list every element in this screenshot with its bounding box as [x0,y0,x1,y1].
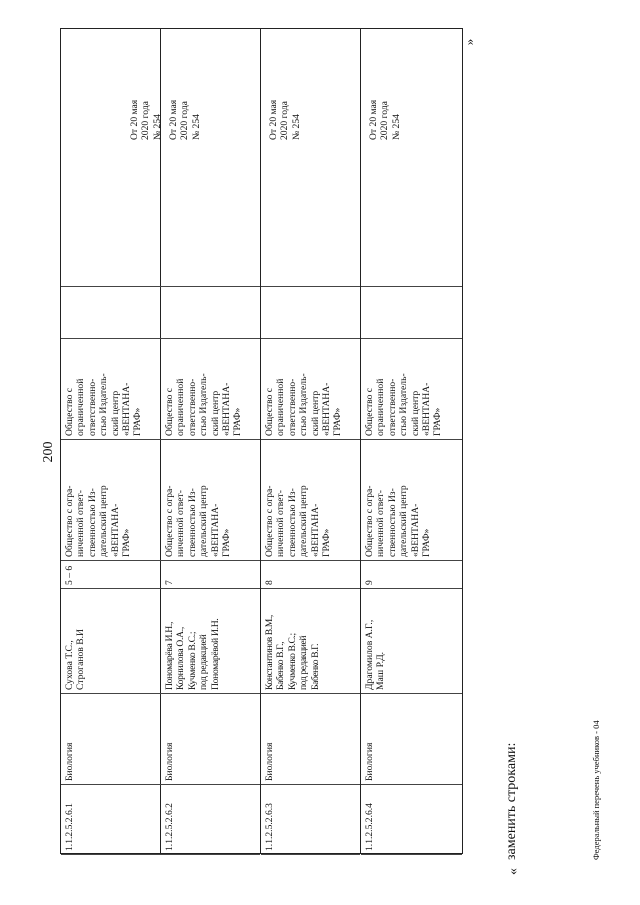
publisher-cell [261,440,360,561]
publisher-full-text: Общество с ограниченной ответственно- стью Издатель- ский центр «ВЕНТАНА- ГРАФ» [164,373,244,436]
footer-text: Федеральный перечень учебников - 04 [591,720,601,860]
publisher-full-text: Общество с ограниченной ответственно- стью Издатель- ский центр «ВЕНТАНА- ГРАФ» [64,373,144,436]
table-row [161,28,261,854]
opening-quote: « [506,868,521,875]
empty-cell [361,287,462,339]
grades-cell [161,561,260,589]
date-text: От 20 мая 2020 года № 254 [368,99,402,140]
publisher-text: Общество с огра- ниченной ответ- ственностью Из- дательский центр «ВЕНТАНА- ГРАФ» [264,485,333,557]
publisher-text: Общество с огра- ниченной ответ- ственностью Из- дательский центр «ВЕНТАНА- ГРАФ» [164,485,233,557]
table-row [361,28,463,854]
date-cell [161,29,260,144]
table-row [60,28,161,854]
empty-cell [61,144,161,287]
publisher-full-cell [261,339,360,440]
grades-cell [361,561,462,589]
subject-cell [61,694,161,785]
publisher-full-cell [61,339,161,440]
subject-text: Биология [264,742,275,781]
authors-text: Константинов В.М., Бабенко В.Г., Кучменко В.С.; под редакцией Бабенко В.Г. [264,615,321,690]
grades-text: 5 – 6 [64,565,75,585]
grades-text: 9 [364,580,375,585]
publisher-full-cell [361,339,462,440]
publisher-full-text: Общество с ограниченной ответственно- стью Издатель- ский центр «ВЕНТАНА- ГРАФ» [264,373,344,436]
publisher-text: Общество с огра- ниченной ответ- ственностью Из- дательский центр «ВЕНТАНА- ГРАФ» [64,485,133,557]
code-cell [261,785,360,855]
code-cell [161,785,260,855]
subject-cell [261,694,360,785]
table-row [261,28,361,854]
date-cell [261,29,360,144]
grades-text: 7 [164,580,175,585]
publisher-full-cell [161,339,260,440]
code-text: 1.1.2.5.2.6.2 [164,803,175,851]
replace-instruction: заменить строками: [504,742,519,860]
authors-text: Пономарёва И.Н., Корнилова О.А., Кучменко В.С.; под редакцией Пономарёвой И.Н. [164,618,221,690]
publisher-cell [61,440,161,561]
date-text: От 20 мая 2020 года № 254 [268,99,302,140]
publisher-cell [161,440,260,561]
empty-cell [361,144,462,287]
date-text: От 20 мая 2020 года № 254 [129,99,163,140]
empty-cell [161,144,260,287]
subject-text: Биология [64,742,75,781]
code-text: 1.1.2.5.2.6.4 [364,803,375,851]
authors-text: Драгомилов А.Г., Маш Р.Д. [364,619,387,690]
subject-text: Биология [364,742,375,781]
textbook-table [60,28,463,854]
publisher-text: Общество с огра- ниченной ответ- ственностью Из- дательский центр «ВЕНТАНА- ГРАФ» [364,485,433,557]
date-cell [61,29,161,144]
publisher-full-text: Общество с ограниченной ответственно- стью Издатель- ский центр «ВЕНТАНА- ГРАФ» [364,373,444,436]
empty-cell [261,287,360,339]
closing-quote: » [461,38,477,46]
grades-cell [261,561,360,589]
empty-cell [261,144,360,287]
code-text: 1.1.2.5.2.6.1 [64,803,75,851]
empty-cell [161,287,260,339]
grades-text: 8 [264,580,275,585]
authors-cell [161,589,260,694]
date-cell [361,29,462,144]
date-text: От 20 мая 2020 года № 254 [168,99,202,140]
authors-cell [61,589,161,694]
subject-text: Биология [164,742,175,781]
empty-cell [61,287,161,339]
authors-text: Сухова Т.С., Строганов В.И [64,629,87,690]
publisher-cell [361,440,462,561]
authors-cell [361,589,462,694]
code-cell [61,785,161,855]
subject-cell [161,694,260,785]
grades-cell [61,561,161,589]
code-cell [361,785,462,855]
page-number: 200 [41,441,56,463]
subject-cell [361,694,462,785]
authors-cell [261,589,360,694]
code-text: 1.1.2.5.2.6.3 [264,803,275,851]
